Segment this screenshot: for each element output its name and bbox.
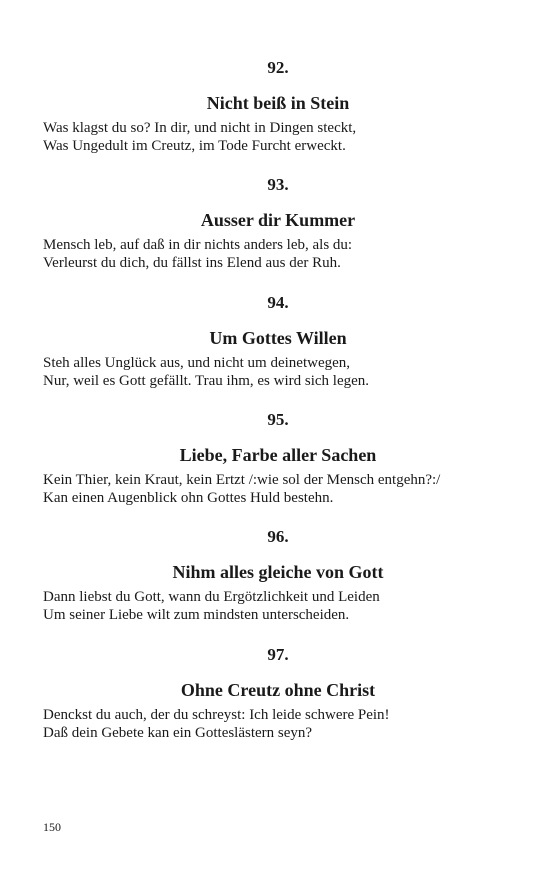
epigram-number: 93. — [267, 175, 289, 194]
epigram-number: 96. — [267, 527, 289, 546]
page-number: 150 — [43, 820, 61, 834]
epigram-97 — [43, 645, 513, 742]
verse-line: Kan einen Augenblick ohn Gottes Huld bestehn. — [43, 490, 334, 506]
verse-line: Daß dein Gebete kan ein Gotteslästern seyn? — [43, 725, 313, 741]
epigram-number: 95. — [267, 410, 289, 429]
epigram-title: Liebe, Farbe aller Sachen — [179, 445, 377, 465]
epigram-verse — [43, 236, 513, 272]
epigram-verse — [43, 588, 513, 624]
verse-line: Was Ungedult im Creutz, im Tode Furcht erweckt. — [43, 138, 346, 154]
epigram-number: 92. — [267, 58, 289, 77]
verse-line: Nur, weil es Gott gefällt. Trau ihm, es wird sich legen. — [43, 373, 370, 389]
verse-line: Um seiner Liebe wilt zum mindsten unterscheiden. — [43, 607, 350, 623]
epigram-number: 97. — [267, 645, 289, 664]
epigram-title: Nicht beiß in Stein — [206, 93, 350, 113]
epigram-96 — [43, 527, 513, 624]
epigram-title: Ausser dir Kummer — [200, 210, 356, 230]
verse-line: Kein Thier, kein Kraut, kein Ertzt /:wie sol der Mensch entgehn?:/ — [43, 472, 441, 488]
verse-line: Denckst du auch, der du schreyst: Ich leide schwere Pein! — [43, 707, 390, 723]
verse-line: Verleurst du dich, du fällst ins Elend aus der Ruh. — [43, 255, 341, 271]
epigram-92 — [43, 58, 513, 155]
epigram-93 — [43, 175, 513, 272]
epigram-94 — [43, 293, 513, 390]
verse-line: Mensch leb, auf daß in dir nichts anders leb, als du: — [43, 237, 353, 253]
epigram-number: 94. — [267, 293, 289, 312]
verse-line: Steh alles Unglück aus, und nicht um deinetwegen, — [43, 355, 351, 371]
epigram-95 — [43, 410, 513, 507]
epigram-title: Nihm alles gleiche von Gott — [172, 562, 384, 582]
verse-line: Dann liebst du Gott, wann du Ergötzlichkeit und Leiden — [43, 589, 380, 605]
epigram-verse — [43, 354, 513, 390]
epigram-verse — [43, 706, 513, 742]
epigram-verse — [43, 119, 513, 155]
epigram-verse — [43, 471, 513, 507]
epigram-title: Um Gottes Willen — [209, 328, 347, 348]
epigram-title: Ohne Creutz ohne Christ — [180, 680, 376, 700]
verse-line: Was klagst du so? In dir, und nicht in Dingen steckt, — [43, 120, 357, 136]
